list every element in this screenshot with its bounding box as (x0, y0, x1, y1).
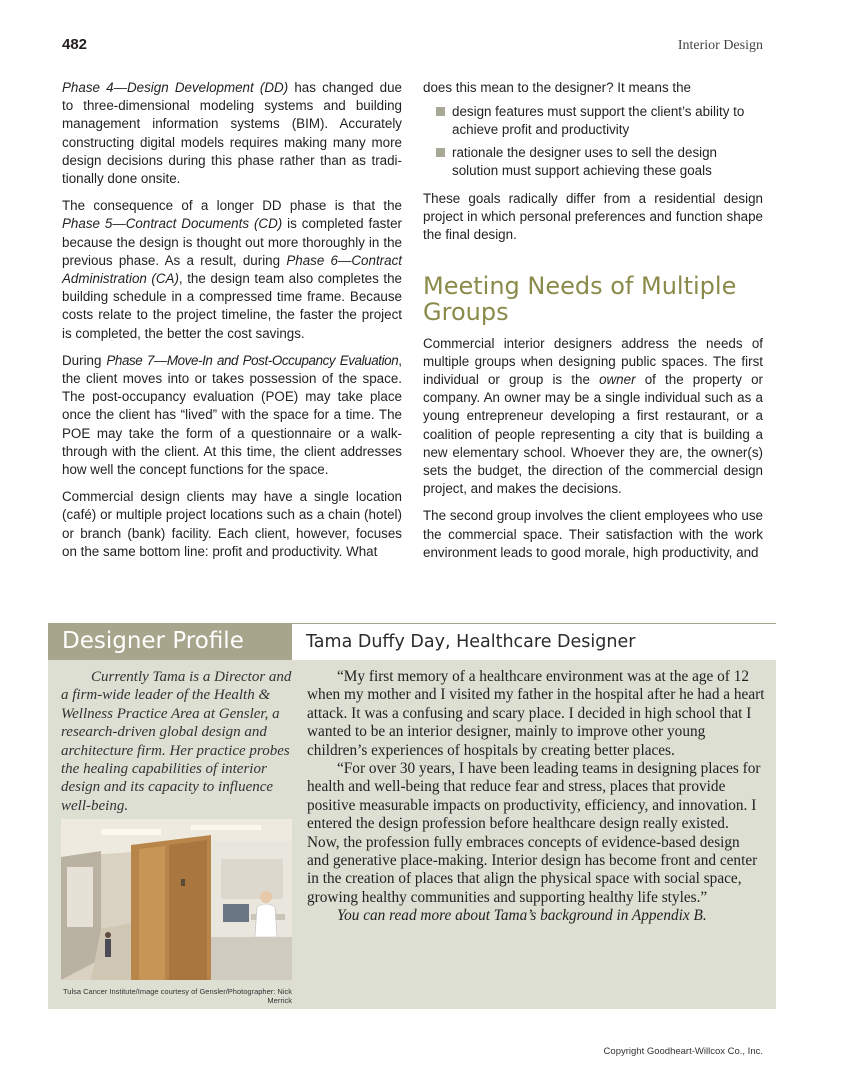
owner-term: owner (599, 372, 636, 388)
phase-6-term: Phase 6—Contract Administration (CA) (62, 252, 402, 287)
quote-paragraph: “My first memory of a healthcare environment was at the age of 12 when my mother and I visited my father in the hospital after he had a heart attack. It was a confusing and scary place. I decided in high school that I wanted to be an interior designer, mainly to improve other young children’s experiences of hospitals by creating better places. (307, 668, 765, 759)
page-number: 482 (62, 36, 88, 53)
section-heading: Meeting Needs of Multiple Groups (423, 271, 737, 326)
paragraph-text: Commercial interior designers address the needs of multiple groups when designing public spaces. The first individual or group is the (423, 335, 763, 388)
profile-intro (61, 668, 293, 815)
paragraph-goals: These goals radically differ from a residential design project in which personal preferences and function shape the final design. (423, 191, 763, 243)
profile-quote (307, 668, 765, 926)
paragraph-text: , the design team also completes the building schedule in a compressed time frame. Because costs relate to the project timeline, the faster the project is completed, the better the cost savings. (62, 271, 402, 341)
phase-7-term: Phase 7—Move-In and Post-Occupancy Evaluation (106, 352, 399, 368)
paragraph-clients: Commercial design clients may have a single location (café) or multiple project locations such as a chain (hotel) or branch (bank) facility. Each client, however, focuses on the same bottom line: profit and productivity. What (62, 489, 402, 559)
hospital-corridor-photo (61, 819, 292, 980)
profile-intro-text: Currently Tama is a Director and a firm-wide leader of the Health & Wellness Practice Area at Gensler, a research-driven global design and architecture firm. Her practice probes the healing capabilities of interior design and its capacity to influence well-being. (61, 669, 292, 814)
paragraph-intro: does this mean to the designer? It means the (423, 80, 691, 95)
phase-5-term: Phase 5—Contract Documents (CD) (62, 216, 283, 232)
profile-name: Tama Duffy Day, Healthcare Designer (306, 632, 636, 652)
bullet-text: rationale the designer uses to sell the design solution must support achieving these goals (452, 144, 718, 178)
left-column (62, 79, 402, 570)
paragraph-text: has changed due to three-dimensional modeling systems and building management information systems (BIM). Accurately constructing digital models requires making many more design decisions during this phase rather than as traditionally done onsite. (62, 80, 402, 187)
right-column (423, 79, 763, 571)
profile-header-rule (292, 623, 776, 624)
paragraph-phase-4 (62, 79, 402, 188)
paragraph-phase-5-6 (62, 197, 402, 343)
copyright: Copyright Goodheart-Willcox Co., Inc. (603, 1046, 763, 1057)
bullet-text: design features must support the client’s ability to achieve profit and productivity (452, 104, 745, 138)
photo-caption: Tulsa Cancer Institute/Image courtesy of Gensler/Photographer: Nick Merrick (63, 987, 292, 1006)
quote-paragraph: “For over 30 years, I have been leading teams in designing places for health and well-being that reduce fear and stress, places that provide positive measurable impacts on productivity, efficiency, and innovation. I entered the design profession before healthcare design really existed. Now, the profession fully embraces concepts of evidence-based design and generative place-making. Interior design has become front and center in the creation of places that align the physical space with social space, growing healthy communities and supporting healthy life styles.” (307, 760, 761, 906)
running-head: Interior Design (677, 38, 763, 53)
photo-illustration (61, 819, 292, 980)
phase-4-term: Phase 4—Design Development (DD) (62, 80, 289, 95)
appendix-reference: You can read more about Tama’s background in Appendix B. (337, 907, 707, 925)
designer-profile-box (48, 660, 776, 1009)
paragraph-text: is completed faster because the design is thought out more thoroughly in the previous phase. As a result, during (62, 216, 403, 268)
bullet-square-icon (436, 148, 445, 157)
paragraph-owner (423, 335, 763, 499)
paragraph-text: During (62, 352, 107, 368)
paragraph-text: , the client moves into or takes possession of the space. The post-occupancy evaluation (POE) may take place once the client has “lived” with the space for a time. The POE may take the form of a questionnaire or a walk-through with the client. At this time, the client addresses how well the concept functions for the space. (62, 352, 402, 478)
paragraph-text: of the property or company. An owner may be a single individual such as a young entrepreneur developing a first restaurant, or a coalition of people representing a city that is building a new elementary school. Whoever they are, the owner(s) sets the budget, the direction of the commercial design project, and makes the decisions. (423, 372, 763, 497)
designer-profile-tab: Designer Profile (48, 623, 292, 660)
paragraph-employees: The second group involves the client employees who use the commercial space. Their satisfaction with the work environment leads to good morale, high productivity, and (423, 508, 763, 560)
list-item (436, 103, 763, 139)
paragraph-text: The consequence of a longer DD phase is that the (62, 198, 402, 214)
paragraph-phase-7 (62, 352, 402, 479)
designer-profile-header (48, 623, 776, 660)
bullet-list (423, 103, 763, 180)
list-item (436, 144, 763, 180)
bullet-square-icon (436, 107, 445, 116)
